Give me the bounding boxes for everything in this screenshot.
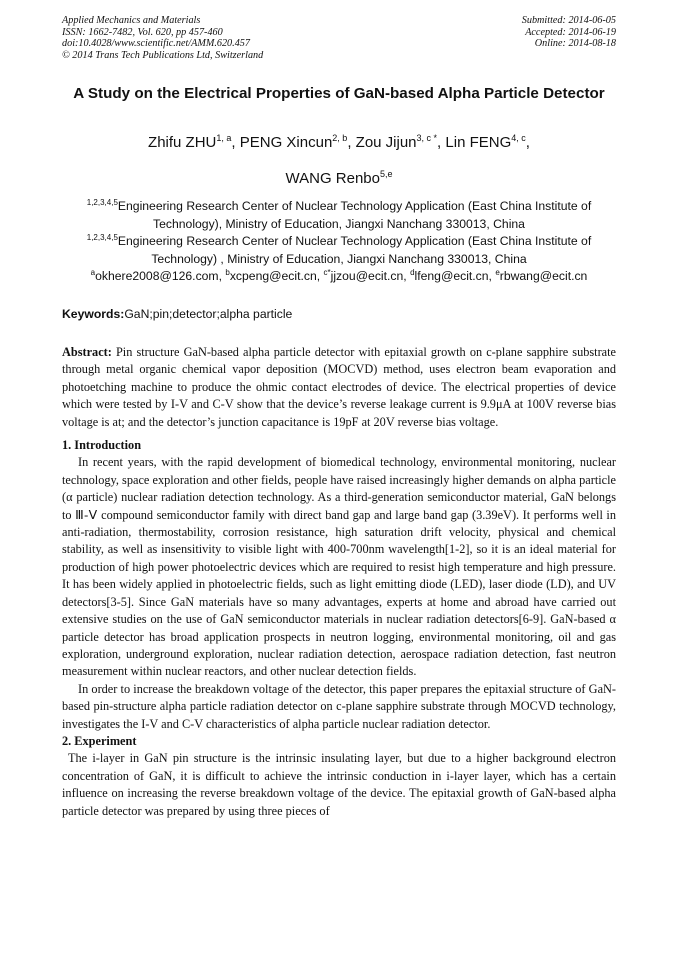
journal-copyright: © 2014 Trans Tech Publications Ltd, Switzerland [62, 49, 264, 61]
author-separator: , [347, 134, 356, 151]
affiliation-2 [62, 233, 616, 268]
submitted-date: Submitted: 2014-06-05 [521, 15, 616, 26]
accepted-date: Accepted: 2014-06-19 [525, 26, 616, 38]
section-heading-introduction: 1. Introduction [62, 438, 142, 453]
author-name: WANG Renbo [285, 170, 380, 187]
publication-dates [522, 15, 616, 50]
email-address: jjzou@ecit.cn, [330, 269, 411, 283]
affiliation-text: Engineering Research Center of Nuclear Technology Application (East China Institute of Technology), Ministry of Education, Jiangxi Nanchang 330013, China [117, 199, 592, 231]
author-name: Zhifu ZHU [148, 134, 217, 151]
affiliation-sup: 1,2,3,4,5 [86, 197, 118, 207]
email-sup: a [90, 267, 96, 277]
journal-info [62, 15, 263, 61]
journal-issn: ISSN: 1662-7482, Vol. 620, pp 457-460 [62, 26, 223, 38]
keywords-label: Keywords: [62, 307, 125, 321]
intro-paragraph-1: In recent years, with the rapid development of biomedical technology, environmental monitoring, nuclear technology, space exploration and other fields, people have raised increasingly higher demands on alpha particle (α particle) nuclear radiation detection technology. As a third-generation semiconductor material, GaN belongs to Ⅲ-Ⅴ compound semiconductor family with direct band gap and large band gap (3.39eV). It performs well in anti-radiation, thermostability, corrosion resistance, high saturation drift velocity, physical and chemical stability, as well as insensitivity to visible light with 400-700nm wavelength[1-2], so it is an ideal material for production of high power photoelectric devices which are required to resist high temperature and high pressure. It has been widely applied in photoelectric fields, such as light emitting diode (LED), laser diode (LD), and UV detectors[3-5]. Since GaN materials have so many advantages, experts at home and abroad have carried out extensive studies on the use of GaN semiconductor materials in nuclear radiation detectors[6-9]. GaN-based α particle detector has broad application prospects in neutron logging, environmental monitoring, oil and gas exploration, underground exploration, nuclear radiation detection, aerospace radiation detection, fast neutron measurement within nuclear reactors, and other nuclear detection fields. [62, 455, 616, 679]
journal-name: Applied Mechanics and Materials [62, 15, 201, 26]
email-address: lfeng@ecit.cn, [414, 269, 496, 283]
affiliation-1 [62, 198, 616, 233]
email-sup: c* [323, 267, 331, 277]
email-address: okhere2008@126.com, [95, 269, 226, 283]
abstract-label: Abstract: [62, 345, 112, 359]
email-list [62, 268, 616, 286]
author-separator: , [231, 134, 240, 151]
author-sup: 3, c * [416, 133, 438, 143]
affiliation-sup: 1,2,3,4,5 [86, 232, 118, 242]
intro-paragraph-2: In order to increase the breakdown voltage of the detector, this paper prepares the epitaxial structure of GaN-based pin-structure alpha particle radiation detector on c-plane sapphire substrate through MOCVD technology, investigates the I-V and C-V characteristics of alpha particle nuclear radiation detector. [62, 681, 616, 731]
email-sup: e [495, 267, 500, 277]
paper-body [62, 344, 616, 820]
author-sup: 2, b [332, 133, 348, 143]
author-name: PENG Xincun [239, 134, 333, 151]
abstract-text: Pin structure GaN-based alpha particle detector with epitaxial growth on c-plane sapphire substrate through metal organic chemical vapor deposition (MOCVD) method, uses electron beam evaporation and photoetching machine to produce the ohmic contact electrodes of device. The electrical properties of device which were tested by I-V and C-V show that the device’s reverse leakage current is 9.9μA at 100V reverse bias voltage is at; and the detector’s junction capacitance is 19pF at 20V reverse bias voltage. [62, 345, 616, 429]
journal-doi: doi:10.4028/www.scientific.net/AMM.620.457 [62, 38, 250, 50]
email-address: rbwang@ecit.cn [499, 269, 588, 283]
keywords-text: GaN;pin;detector;alpha particle [124, 307, 293, 321]
author-sup: 4, c [511, 133, 526, 143]
online-date: Online: 2014-08-18 [534, 38, 616, 50]
author-separator: , [437, 134, 446, 151]
email-sup: d [410, 267, 415, 277]
author-separator: , [525, 134, 530, 151]
affiliation-text: Engineering Research Center of Nuclear Technology Application (East China Institute of Technology) , Ministry of Education, Jiangxi Nanchang 330013, China [117, 234, 592, 266]
author-sup: 1, a [216, 133, 232, 143]
author-list-continued [62, 170, 616, 188]
author-list [62, 134, 616, 152]
paper-title: A Study on the Electrical Properties of GaN-based Alpha Particle Detector [73, 85, 605, 102]
author-sup: 5,e [379, 169, 393, 179]
email-sup: b [225, 267, 230, 277]
author-name: Zou Jijun [355, 134, 417, 151]
section-heading-experiment: 2. Experiment [62, 733, 137, 748]
email-address: xcpeng@ecit.cn, [229, 269, 324, 283]
author-name: Lin FENG [445, 134, 512, 151]
keywords [62, 306, 616, 322]
abstract [62, 344, 616, 431]
experiment-paragraph-1: The i-layer in GaN pin structure is the intrinsic insulating layer, but due to a higher background electron concentration of GaN, it is difficult to achieve the intrinsic conduction in i-layer layer, which has a certain influence on increasing the reverse breakdown voltage of the device. The epitaxial growth of GaN-based alpha particle detector was prepared by using three pieces of [62, 751, 616, 818]
